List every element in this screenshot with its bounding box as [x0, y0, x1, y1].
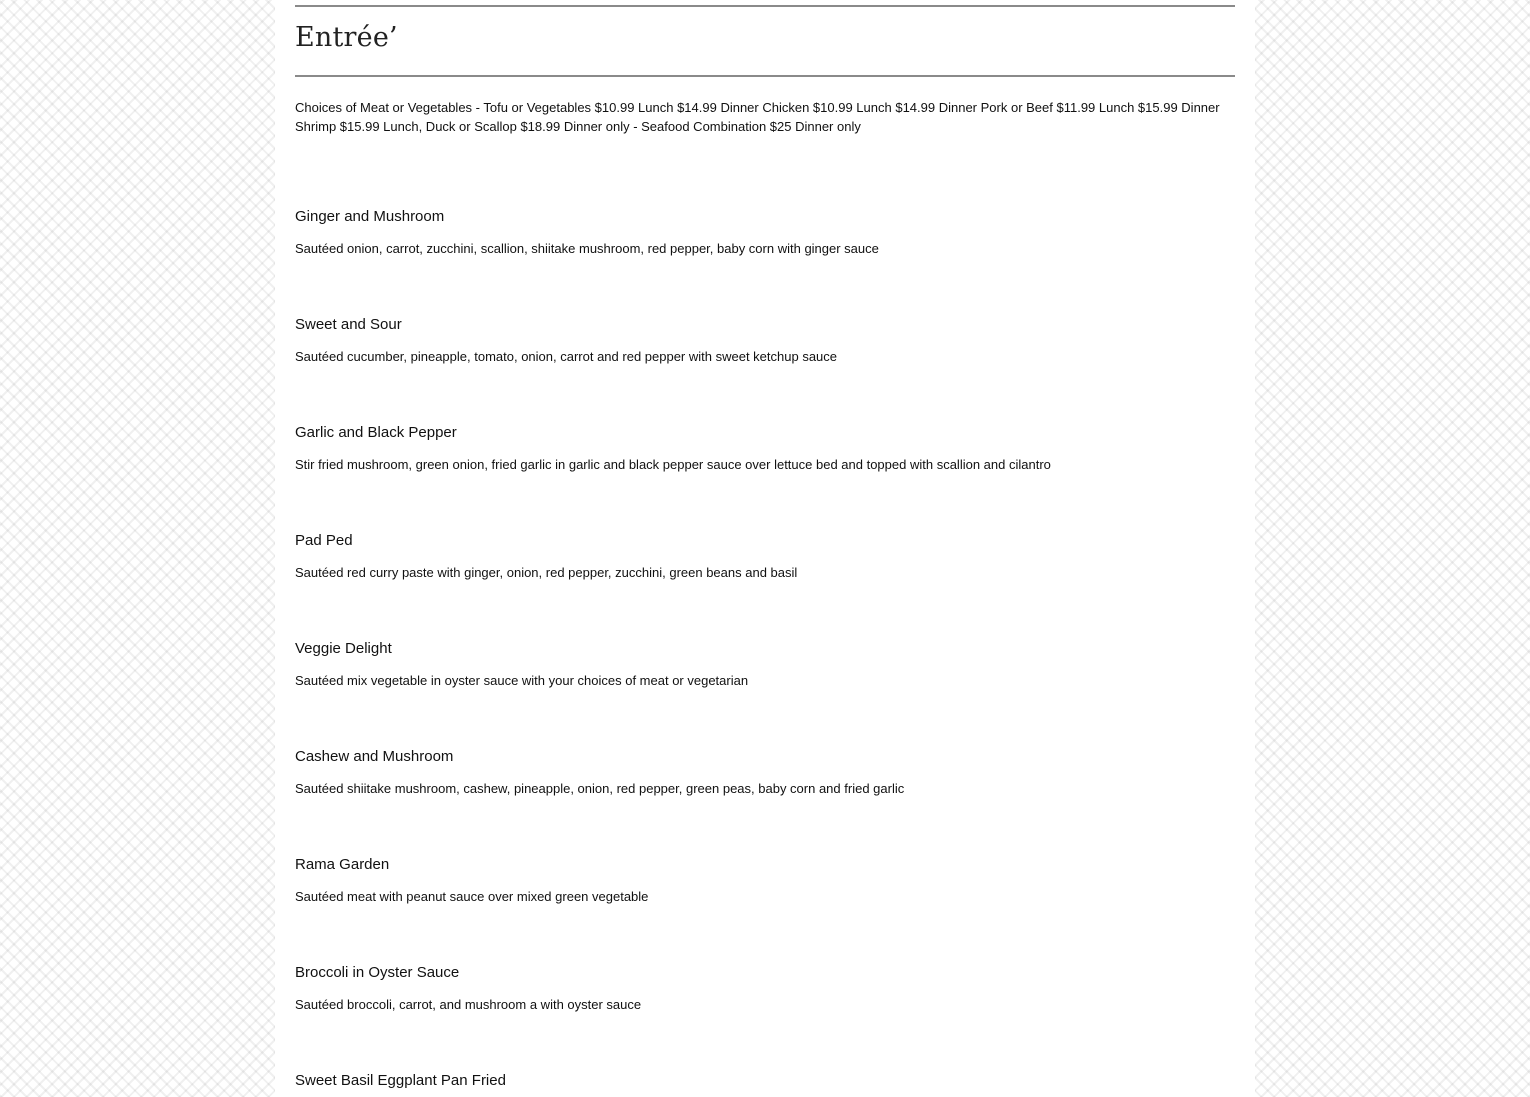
- section-intro: Choices of Meat or Vegetables - Tofu or Vegetables $10.99 Lunch $14.99 Dinner Chicken $10.99 Lunch $14.99 Dinner Pork or Beef $11.99 Lunch $15.99 Dinner Shrimp $15.99 Lunch, Duck or Scallop $18.99 Dinner only - Seafood Combination $25 Dinner only: [295, 100, 1220, 134]
- menu-item: [295, 1070, 1235, 1097]
- menu-item: [295, 962, 1235, 1070]
- menu-item-name: Sweet and Sour: [295, 316, 402, 333]
- title-divider: [295, 75, 1235, 77]
- menu-item-name: Cashew and Mushroom: [295, 748, 454, 765]
- menu-item-description: Sautéed onion, carrot, zucchini, scallion, shiitake mushroom, red pepper, baby corn with ginger sauce: [295, 241, 879, 256]
- menu-item: [295, 530, 1235, 638]
- menu-item-name: Ginger and Mushroom: [295, 208, 445, 225]
- menu-item-name: Garlic and Black Pepper: [295, 424, 457, 441]
- menu-item: [295, 746, 1235, 854]
- menu-item-description: Sautéed cucumber, pineapple, tomato, onion, carrot and red pepper with sweet ketchup sauce: [295, 349, 838, 364]
- section-title: Entrée’: [295, 22, 398, 53]
- menu-item: [295, 854, 1235, 962]
- menu-item-name: Broccoli in Oyster Sauce: [295, 964, 460, 981]
- menu-item: [295, 314, 1235, 422]
- menu-item-description: Sautéed broccoli, carrot, and mushroom a with oyster sauce: [295, 997, 642, 1012]
- menu-list: [295, 206, 1235, 1097]
- menu-page: [275, 0, 1255, 1097]
- menu-item-name: Pad Ped: [295, 532, 353, 549]
- top-divider: [295, 5, 1235, 7]
- menu-item: [295, 206, 1235, 314]
- menu-item-description: Sautéed mix vegetable in oyster sauce with your choices of meat or vegetarian: [295, 673, 749, 688]
- menu-item: [295, 422, 1235, 530]
- menu-item-name: Sweet Basil Eggplant Pan Fried: [295, 1072, 506, 1089]
- menu-item: [295, 638, 1235, 746]
- menu-item-name: Rama Garden: [295, 856, 390, 873]
- menu-item-description: Sautéed red curry paste with ginger, onion, red pepper, zucchini, green beans and basil: [295, 565, 798, 580]
- menu-item-description: Stir fried mushroom, green onion, fried garlic in garlic and black pepper sauce over lettuce bed and topped with scallion and cilantro: [295, 457, 1051, 472]
- menu-item-description: Sautéed shiitake mushroom, cashew, pineapple, onion, red pepper, green peas, baby corn and fried garlic: [295, 781, 905, 796]
- menu-item-description: Sautéed meat with peanut sauce over mixed green vegetable: [295, 889, 649, 904]
- menu-item-name: Veggie Delight: [295, 640, 392, 657]
